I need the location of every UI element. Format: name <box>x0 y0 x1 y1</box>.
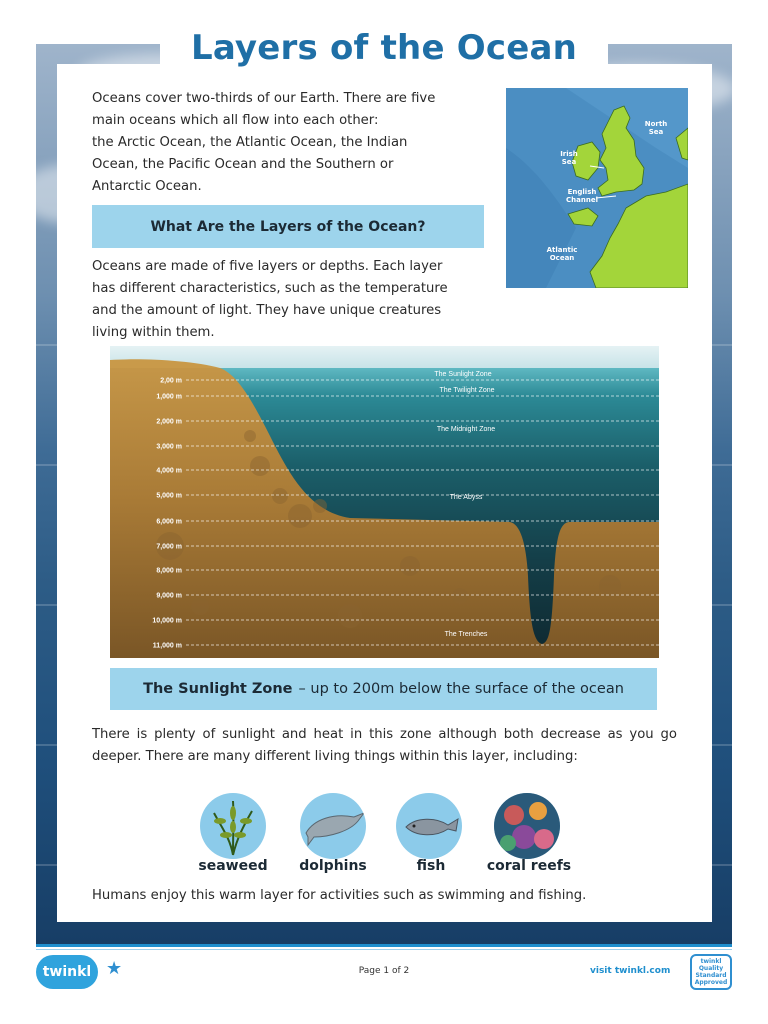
intro-line: main oceans which all flow into each other: <box>92 113 379 128</box>
map-label-english-channel: English Channel <box>566 188 598 204</box>
depth-label: 3,000 m <box>156 443 182 451</box>
layers-line: and the amount of light. They have unique creatures <box>92 303 442 318</box>
intro-paragraph <box>92 88 492 198</box>
depth-label: 9,000 m <box>156 592 182 600</box>
intro-line: Antarctic Ocean. <box>92 179 202 194</box>
closing-paragraph: Humans enjoy this warm layer for activities such as swimming and fishing. <box>92 888 587 903</box>
depth-label: 8,000 m <box>156 567 182 575</box>
fish-image <box>396 793 462 859</box>
map-label-irish-sea: Irish Sea <box>560 150 578 166</box>
sunlight-paragraph: There is plenty of sunlight and heat in this zone although both decrease as you go deeper. There are many different living things within this layer, including: <box>92 727 677 764</box>
depth-label: 2,00 m <box>160 377 182 385</box>
map-label-atlantic-ocean: Atlantic Ocean <box>546 246 578 262</box>
intro-line: Oceans cover two-thirds of our Earth. There are five <box>92 91 436 106</box>
creature-label-seaweed: seaweed <box>198 858 268 874</box>
ocean-layers-svg <box>110 346 659 658</box>
zone-label-twilight: The Twilight Zone <box>439 387 495 394</box>
uk-map <box>506 88 688 288</box>
map-label-north-sea: North Sea <box>644 120 668 136</box>
zone-label-abyss: The Abyss <box>449 494 483 501</box>
depth-label: 7,000 m <box>156 543 182 551</box>
sunlight-zone-description: – up to 200m below the surface of the ocean <box>298 681 624 697</box>
star-icon: ★ <box>106 958 123 979</box>
intro-line: the Arctic Ocean, the Atlantic Ocean, the Indian <box>92 135 408 150</box>
layers-line: living within them. <box>92 325 215 340</box>
coral-reefs-image <box>494 793 560 859</box>
depth-label: 2,000 m <box>156 418 182 426</box>
zone-label-midnight: The Midnight Zone <box>436 426 496 433</box>
depth-label: 5,000 m <box>156 492 182 500</box>
layers-line: has different characteristics, such as the temperature <box>92 281 448 296</box>
zone-label-sunlight: The Sunlight Zone <box>434 371 492 378</box>
layers-line: Oceans are made of five layers or depths. Each layer <box>92 259 443 274</box>
depth-label: 10,000 m <box>152 617 182 625</box>
quality-badge <box>690 954 732 990</box>
badge-brand: twinkl <box>700 958 722 965</box>
footer-divider <box>36 944 732 947</box>
visit-link[interactable]: visit twinkl.com <box>590 966 671 976</box>
sunlight-zone-box <box>110 668 657 710</box>
depth-label: 6,000 m <box>156 518 182 526</box>
footer-divider-thin <box>36 949 732 950</box>
creature-label-coral-reefs: coral reefs <box>486 858 572 874</box>
twinkl-logo[interactable]: twinkl <box>36 955 98 989</box>
page-title: Layers of the Ocean <box>190 28 578 68</box>
creature-label-dolphins: dolphins <box>299 858 367 874</box>
creature-label-fish: fish <box>416 858 446 874</box>
sunlight-zone-title: The Sunlight Zone <box>143 681 293 697</box>
ocean-layers-diagram <box>110 346 659 658</box>
dolphin-image <box>300 793 366 859</box>
depth-label: 4,000 m <box>156 467 182 475</box>
depth-label: 11,000 m <box>152 642 182 650</box>
zone-label-trenches: The Trenches <box>444 631 488 638</box>
depth-label: 1,000 m <box>156 393 182 401</box>
layers-paragraph <box>92 256 492 344</box>
section-heading: What Are the Layers of the Ocean? <box>92 205 484 248</box>
badge-text: Quality Standard Approved <box>694 965 728 986</box>
seaweed-image <box>200 793 266 859</box>
intro-line: Ocean, the Pacific Ocean and the Southern or <box>92 157 394 172</box>
page-number: Page 1 of 2 <box>358 966 410 976</box>
